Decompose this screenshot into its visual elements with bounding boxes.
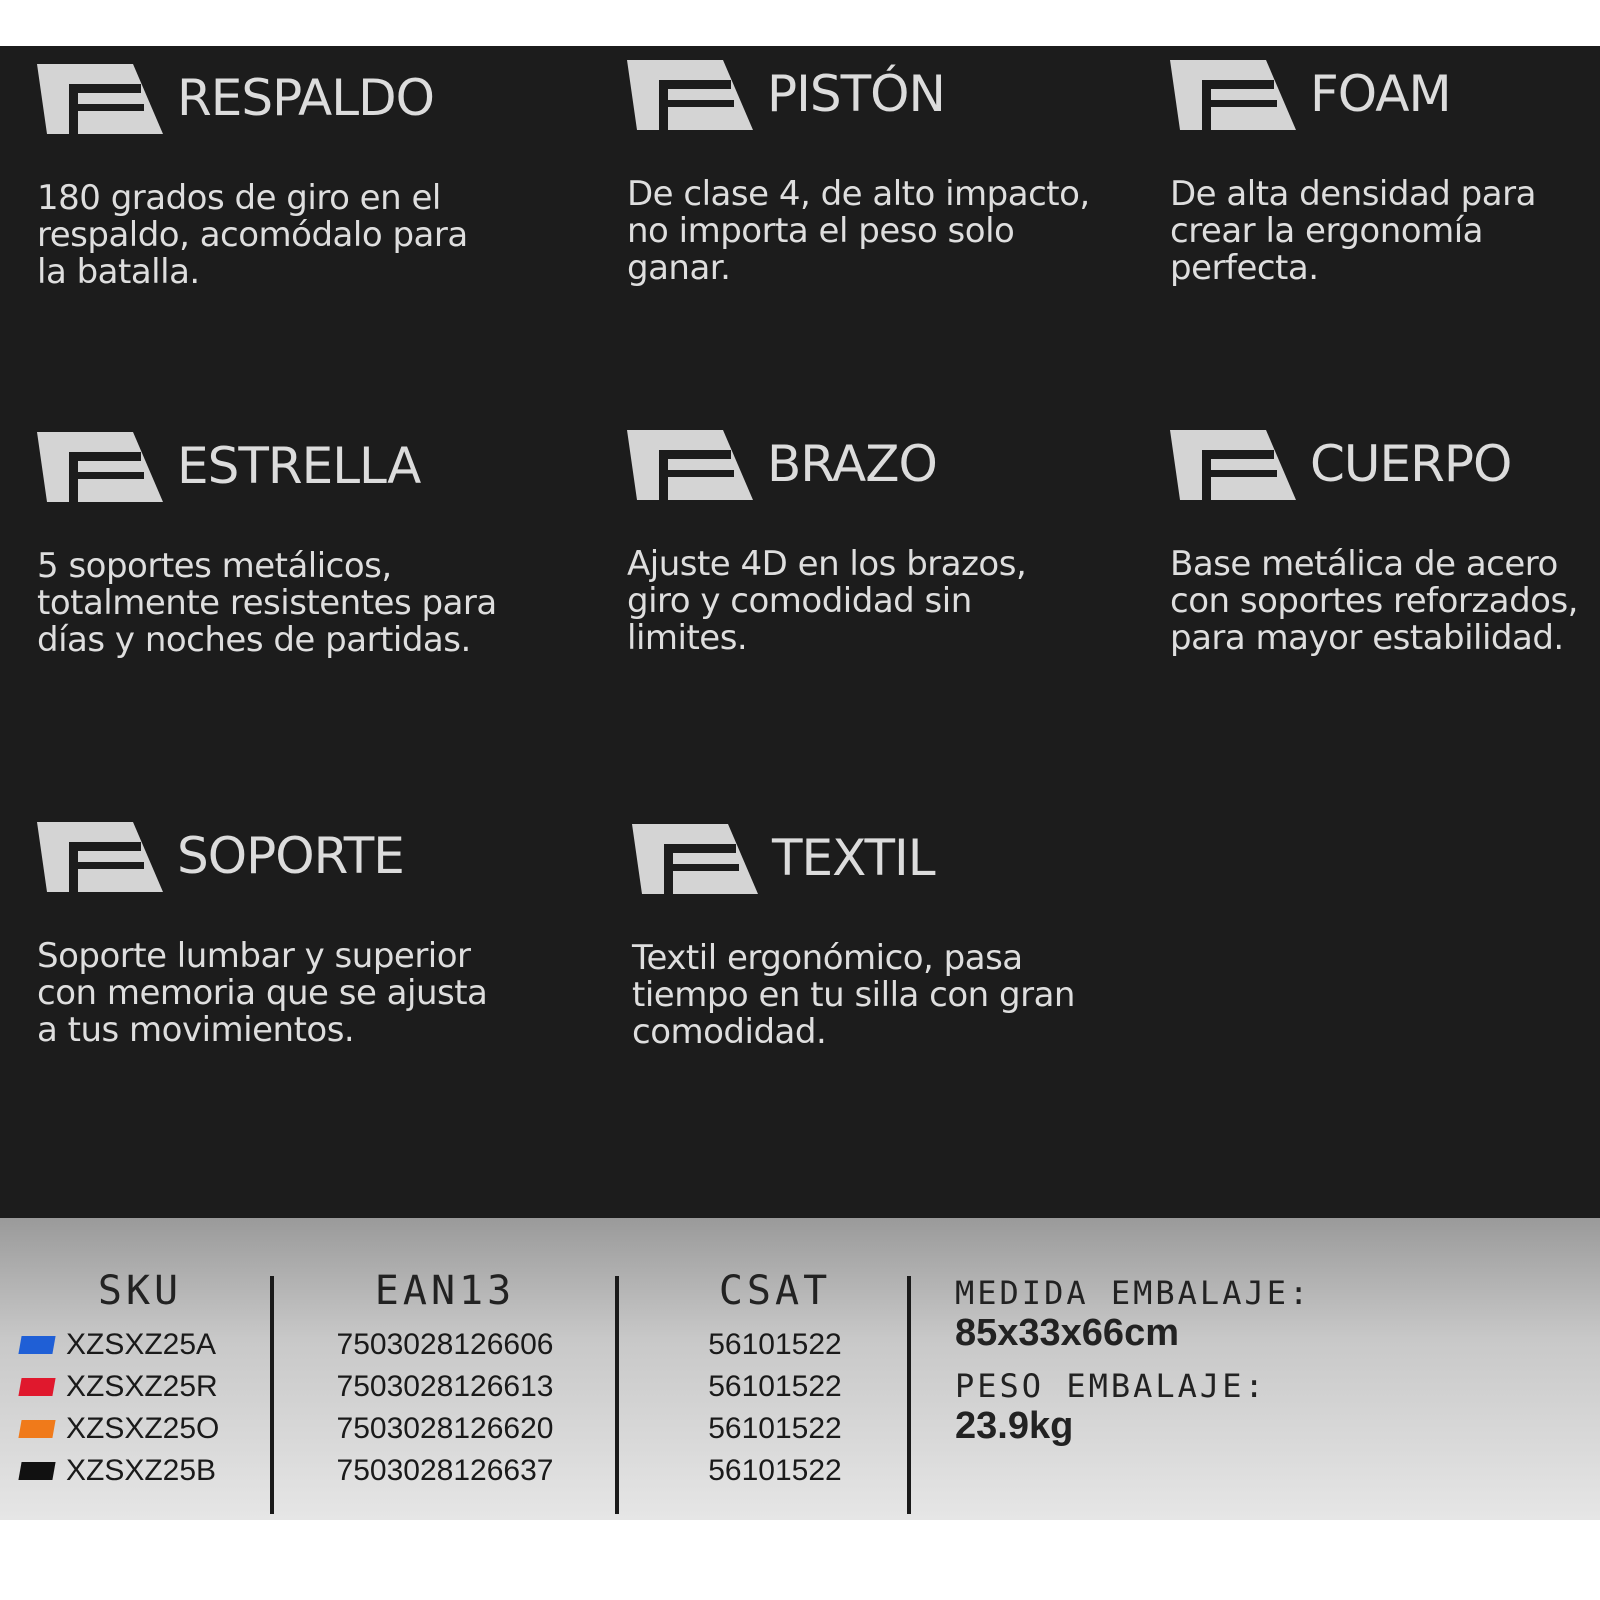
feature-description: De alta densidad para crear la ergonomía perfecta. (1170, 174, 1536, 288)
feature-emblem-icon (627, 428, 755, 500)
color-swatch (18, 1336, 55, 1354)
sku-value: XZSXZ25A (66, 1328, 217, 1361)
feature-description: 180 grados de giro en el respaldo, acomódalo para la batalla. (37, 178, 468, 292)
feature-title: TEXTIL (772, 829, 935, 887)
feature-title: RESPALDO (177, 69, 434, 127)
csat-value: 56101522 (708, 1412, 842, 1445)
feature-title: ESTRELLA (177, 437, 421, 495)
feature-head (37, 820, 507, 892)
sku-row (20, 1408, 260, 1450)
feature-piston (627, 58, 1097, 287)
sku-column (20, 1268, 260, 1492)
csat-header: CSAT (718, 1268, 832, 1314)
ean-value: 7503028126620 (336, 1412, 554, 1445)
sku-row (20, 1324, 260, 1366)
sku-header: SKU (97, 1268, 183, 1314)
feature-emblem-icon (1170, 428, 1298, 500)
feature-head (37, 430, 507, 502)
medida-label: MEDIDA EMBALAJE: (955, 1274, 1312, 1312)
sku-row (20, 1450, 260, 1492)
feature-foam (1170, 58, 1590, 287)
sku-value: XZSXZ25O (66, 1412, 220, 1445)
divider (270, 1276, 274, 1514)
package-info (955, 1274, 1311, 1460)
sku-value: XZSXZ25B (66, 1454, 217, 1487)
feature-textil (632, 822, 1102, 1051)
feature-emblem-icon (632, 822, 760, 894)
color-swatch (18, 1378, 55, 1396)
color-swatch (18, 1420, 55, 1438)
specs-panel (0, 1218, 1600, 1520)
feature-emblem-icon (37, 62, 165, 134)
feature-emblem-icon (37, 820, 165, 892)
peso-value: 23.9kg (955, 1405, 1074, 1447)
ean-column (300, 1268, 590, 1492)
sku-value: XZSXZ25R (66, 1370, 218, 1403)
feature-head (1170, 428, 1590, 500)
peso-label: PESO EMBALAJE: (955, 1367, 1267, 1405)
csat-value: 56101522 (708, 1328, 842, 1361)
feature-title: CUERPO (1310, 435, 1512, 493)
ean-header: EAN13 (374, 1268, 516, 1314)
feature-head (37, 62, 507, 134)
feature-description: Base metálica de acero con soportes reforzados, para mayor estabilidad. (1170, 544, 1578, 658)
feature-estrella (37, 430, 507, 659)
feature-title: FOAM (1310, 65, 1451, 123)
divider (907, 1276, 911, 1514)
feature-title: SOPORTE (177, 827, 404, 885)
sku-row (20, 1366, 260, 1408)
feature-head (1170, 58, 1590, 130)
ean-value: 7503028126613 (336, 1370, 554, 1403)
feature-head (627, 58, 1097, 130)
feature-title: BRAZO (767, 435, 937, 493)
ean-value: 7503028126637 (336, 1454, 554, 1487)
feature-description: Textil ergonómico, pasa tiempo en tu silla con gran comodidad. (632, 938, 1075, 1052)
feature-title: PISTÓN (767, 65, 945, 123)
feature-description: Ajuste 4D en los brazos, giro y comodidad sin limites. (627, 544, 1027, 658)
feature-description: De clase 4, de alto impacto, no importa el peso solo ganar. (627, 174, 1090, 288)
feature-description: Soporte lumbar y superior con memoria que se ajusta a tus movimientos. (37, 936, 488, 1050)
feature-soporte (37, 820, 507, 1049)
feature-description: 5 soportes metálicos, totalmente resistentes para días y noches de partidas. (37, 546, 497, 660)
feature-head (627, 428, 1097, 500)
color-swatch (18, 1462, 55, 1480)
csat-column (660, 1268, 890, 1492)
csat-value: 56101522 (708, 1370, 842, 1403)
ean-value: 7503028126606 (336, 1328, 554, 1361)
feature-emblem-icon (627, 58, 755, 130)
csat-value: 56101522 (708, 1454, 842, 1487)
divider (615, 1276, 619, 1514)
feature-cuerpo (1170, 428, 1590, 657)
feature-emblem-icon (37, 430, 165, 502)
feature-respaldo (37, 62, 507, 291)
medida-value: 85x33x66cm (955, 1312, 1179, 1354)
feature-head (632, 822, 1102, 894)
feature-emblem-icon (1170, 58, 1298, 130)
feature-brazo (627, 428, 1097, 657)
